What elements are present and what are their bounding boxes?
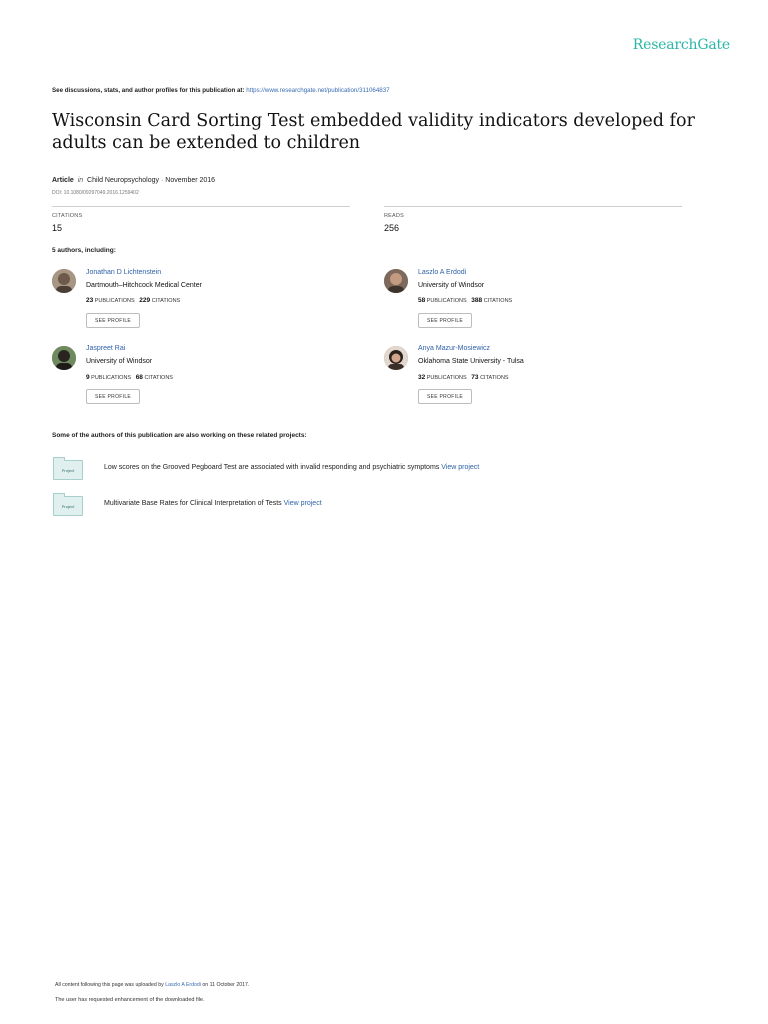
author-stats bbox=[418, 374, 509, 381]
publications-label: PUBLICATIONS bbox=[94, 298, 135, 304]
author-stats bbox=[86, 374, 173, 381]
upload-notice bbox=[55, 982, 249, 988]
article-in: in bbox=[77, 177, 84, 184]
paper-title-line-1: Wisconsin Card Sorting Test embedded validity indicators developed for bbox=[52, 111, 695, 131]
see-profile-button[interactable]: SEE PROFILE bbox=[86, 389, 140, 404]
avatar[interactable] bbox=[52, 346, 76, 370]
view-project-link[interactable]: View project bbox=[283, 500, 322, 507]
reads-label: READS bbox=[384, 213, 404, 219]
publications-count: 23 bbox=[86, 297, 94, 304]
view-project-link[interactable]: View project bbox=[441, 464, 480, 471]
author-institution: University of Windsor bbox=[418, 282, 485, 289]
project-icon-label: Project bbox=[61, 467, 75, 473]
article-meta bbox=[52, 177, 215, 184]
project-folder-icon bbox=[53, 460, 83, 480]
citations-count: 68 bbox=[135, 374, 143, 381]
profile-notice bbox=[52, 87, 390, 94]
publications-label: PUBLICATIONS bbox=[426, 298, 467, 304]
meta-separator: · bbox=[160, 177, 164, 184]
journal-name[interactable]: Child Neuropsychology bbox=[87, 177, 160, 184]
citations-label: CITATIONS bbox=[52, 213, 83, 219]
citations-label: CITATIONS bbox=[144, 375, 173, 381]
citations-divider bbox=[52, 206, 350, 207]
person-photo-icon bbox=[52, 269, 76, 293]
author-institution: Dartmouth–Hitchcock Medical Center bbox=[86, 282, 202, 289]
project-item bbox=[104, 464, 479, 471]
reads-divider bbox=[384, 206, 682, 207]
author-institution: University of Windsor bbox=[86, 358, 153, 365]
enhancement-notice: The user has requested enhancement of the downloaded file. bbox=[55, 997, 205, 1003]
citations-label: CITATIONS bbox=[151, 298, 181, 304]
publications-count: 32 bbox=[418, 374, 426, 381]
publications-count: 58 bbox=[418, 297, 426, 304]
avatar[interactable] bbox=[384, 269, 408, 293]
citations-count: 388 bbox=[471, 297, 483, 304]
citations-count: 73 bbox=[471, 374, 479, 381]
uploader-link[interactable]: Laszlo A Erdodi bbox=[165, 982, 201, 988]
paper-title-line-2: adults can be extended to children bbox=[52, 133, 361, 153]
publication-date: November 2016 bbox=[165, 177, 216, 184]
project-title: Low scores on the Grooved Pegboard Test are associated with invalid responding and psychiatric symptoms bbox=[104, 464, 440, 471]
publications-label: PUBLICATIONS bbox=[426, 375, 467, 381]
project-folder-icon bbox=[53, 496, 83, 516]
see-profile-button[interactable]: SEE PROFILE bbox=[418, 389, 472, 404]
upload-notice-prefix: All content following this page was uploaded by bbox=[55, 982, 164, 988]
citations-label: CITATIONS bbox=[480, 375, 509, 381]
profile-notice-text: See discussions, stats, and author profiles for this publication at: bbox=[52, 87, 245, 94]
researchgate-logo[interactable]: ResearchGate bbox=[632, 37, 730, 53]
see-profile-button[interactable]: SEE PROFILE bbox=[418, 313, 472, 328]
author-name-link[interactable]: Jaspreet Rai bbox=[86, 345, 126, 352]
person-photo-icon bbox=[384, 269, 408, 293]
upload-notice-suffix: on 11 October 2017. bbox=[202, 982, 250, 988]
avatar[interactable] bbox=[384, 346, 408, 370]
related-projects-heading: Some of the authors of this publication are also working on these related projects: bbox=[52, 432, 307, 439]
project-item bbox=[104, 500, 322, 507]
paper-title bbox=[52, 110, 712, 154]
authors-heading: 5 authors, including: bbox=[52, 247, 116, 254]
article-type: Article bbox=[52, 177, 74, 184]
citations-count: 15 bbox=[52, 223, 63, 233]
doi-text: DOI: 10.1080/09297049.2016.1259402 bbox=[52, 190, 139, 196]
author-stats bbox=[86, 297, 180, 304]
project-icon-label: Project bbox=[61, 503, 75, 509]
project-title: Multivariate Base Rates for Clinical Interpretation of Tests bbox=[104, 500, 282, 507]
see-profile-button[interactable]: SEE PROFILE bbox=[86, 313, 140, 328]
author-name-link[interactable]: Anya Mazur-Mosiewicz bbox=[418, 345, 490, 352]
avatar[interactable] bbox=[52, 269, 76, 293]
person-photo-icon bbox=[384, 346, 408, 370]
publication-url-link[interactable]: https://www.researchgate.net/publication/311064837 bbox=[246, 87, 390, 94]
person-photo-icon bbox=[52, 346, 76, 370]
publications-label: PUBLICATIONS bbox=[91, 375, 132, 381]
author-name-link[interactable]: Laszlo A Erdodi bbox=[418, 269, 467, 276]
author-stats bbox=[418, 297, 512, 304]
reads-count: 256 bbox=[384, 223, 400, 233]
publications-count: 9 bbox=[86, 374, 90, 381]
author-institution: Oklahoma State University - Tulsa bbox=[418, 358, 524, 365]
citations-count: 229 bbox=[139, 297, 151, 304]
citations-label: CITATIONS bbox=[483, 298, 513, 304]
author-name-link[interactable]: Jonathan D Lichtenstein bbox=[86, 269, 162, 276]
